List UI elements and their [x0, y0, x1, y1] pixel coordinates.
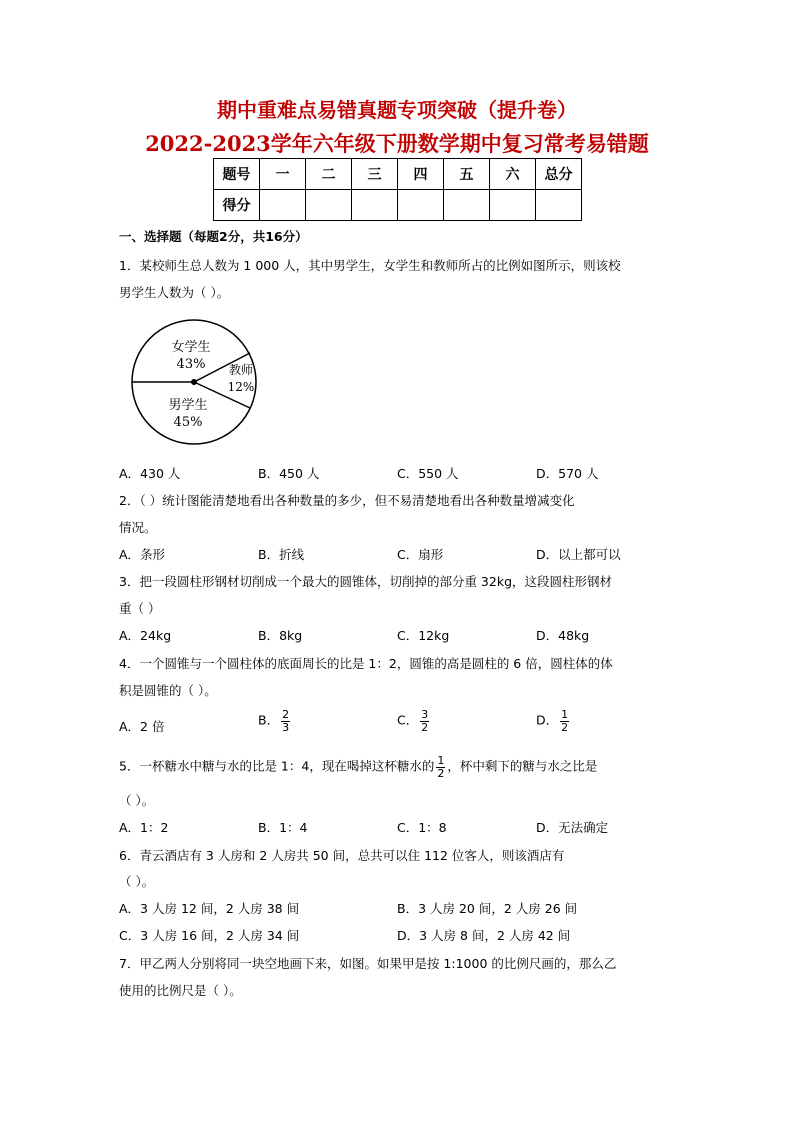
pie-pct-male: 45%: [173, 415, 203, 430]
q5-option-d[interactable]: D．无法确定: [536, 820, 609, 835]
score-header-cell: 一: [260, 159, 306, 190]
doc-subtitle: 2022-2023学年六年级下册数学期中复习常考易错题: [145, 131, 649, 156]
score-header-cell: 五: [444, 159, 490, 190]
score-header-cell: 三: [352, 159, 398, 190]
q6-option-c[interactable]: C．3 人房 16 间，2 人房 34 间: [119, 928, 300, 943]
q5-text-part: 5．一杯糖水中糖与水的比是 1：4，现在喝掉这杯糖水的: [119, 758, 435, 774]
fraction-numerator: 1: [437, 754, 445, 767]
score-cell[interactable]: [536, 190, 582, 221]
q2-option-b[interactable]: B．折线: [258, 547, 305, 562]
q1-text: 1．某校师生总人数为 1 000 人，其中男学生，女学生和教师所占的比例如图所示，则该校: [119, 258, 621, 273]
q5-text-cont: （ ）。: [119, 793, 155, 808]
pie-pct-female: 43%: [176, 357, 206, 372]
pie-center: [191, 379, 197, 385]
q5-option-a[interactable]: A．1：2: [119, 820, 169, 835]
q6-text-cont: （ ）。: [119, 874, 155, 889]
q4-option-a[interactable]: A．2 倍: [119, 719, 165, 734]
fraction-numerator: 1: [561, 708, 569, 721]
score-cell[interactable]: [398, 190, 444, 221]
q4-option-b[interactable]: [258, 709, 292, 733]
q4-text-cont: 积是圆锥的（ ）。: [119, 683, 217, 698]
q4-option-c[interactable]: [397, 709, 431, 733]
option-letter: D．: [536, 712, 559, 728]
doc-title: 期中重难点易错真题专项突破（提升卷）: [217, 98, 577, 122]
fraction: [436, 755, 445, 779]
fraction-denominator: 2: [421, 720, 429, 734]
score-table: [213, 158, 582, 221]
q5-option-c[interactable]: C．1：8: [397, 820, 447, 835]
q6-option-a[interactable]: A．3 人房 12 间，2 人房 38 间: [119, 901, 300, 916]
q7-text: 7．甲乙两人分别将同一块空地画下来，如图。如果甲是按 1:1000 的比例尺画的，那么乙: [119, 956, 617, 971]
q5-text: [119, 755, 597, 779]
q1-option-c[interactable]: C．550 人: [397, 466, 459, 481]
score-cell[interactable]: [306, 190, 352, 221]
score-header-cell: 二: [306, 159, 352, 190]
q2-option-d[interactable]: D．以上都可以: [536, 547, 621, 562]
q6-text: 6．青云酒店有 3 人房和 2 人房共 50 间，总共可以住 112 位客人，则该酒店有: [119, 848, 565, 863]
q3-text: 3．把一段圆柱形钢材切削成一个最大的圆锥体，切削掉的部分重 32kg，这段圆柱形钢材: [119, 574, 613, 589]
score-cell[interactable]: [490, 190, 536, 221]
fraction: [560, 709, 569, 733]
q2-text-cont: 情况。: [119, 520, 157, 535]
score-cell[interactable]: [352, 190, 398, 221]
fraction-denominator: 2: [437, 766, 445, 780]
q1-option-b[interactable]: B．450 人: [258, 466, 320, 481]
pie-pct-teacher: 12%: [227, 380, 255, 394]
score-table-score-row: [214, 190, 582, 221]
fraction-numerator: 3: [421, 708, 429, 721]
q3-text-cont: 重（ ）: [119, 601, 161, 616]
q2-option-a[interactable]: A．条形: [119, 547, 166, 562]
q4-text: 4．一个圆锥与一个圆柱体的底面周长的比是 1：2，圆锥的高是圆柱的 6 倍，圆柱体的体: [119, 656, 613, 671]
score-cell[interactable]: [260, 190, 306, 221]
option-letter: C．: [397, 712, 419, 728]
q2-option-c[interactable]: C．扇形: [397, 547, 444, 562]
section-heading: 一、选择题（每题2分，共16分）: [119, 229, 308, 244]
pie-label-teacher: 教师: [228, 363, 254, 377]
pie-chart: [128, 318, 264, 454]
q3-option-d[interactable]: D．48kg: [536, 628, 590, 643]
q6-option-b[interactable]: B．3 人房 20 间，2 人房 26 间: [397, 901, 578, 916]
fraction-denominator: 2: [561, 720, 569, 734]
q3-option-b[interactable]: B．8kg: [258, 628, 303, 643]
score-cell[interactable]: [444, 190, 490, 221]
pie-label-male: 男学生: [168, 398, 208, 413]
fraction-denominator: 3: [282, 720, 290, 734]
score-header-cell: 题号: [214, 159, 260, 190]
fraction: [420, 709, 429, 733]
q1-option-d[interactable]: D．570 人: [536, 466, 599, 481]
fraction: [281, 709, 290, 733]
pie-label-female: 女学生: [171, 340, 211, 355]
q5-option-b[interactable]: B．1：4: [258, 820, 308, 835]
q3-option-c[interactable]: C．12kg: [397, 628, 450, 643]
q4-option-d[interactable]: [536, 709, 571, 733]
score-row-label: 得分: [214, 190, 260, 221]
q5-text-part: ，杯中剩下的糖与水之比是: [447, 758, 598, 774]
score-header-cell: 四: [398, 159, 444, 190]
q3-option-a[interactable]: A．24kg: [119, 628, 172, 643]
option-letter: B．: [258, 712, 280, 728]
fraction-numerator: 2: [282, 708, 290, 721]
q1-text-cont: 男学生人数为（ ）。: [119, 285, 230, 300]
score-table-header-row: [214, 159, 582, 190]
score-header-cell: 六: [490, 159, 536, 190]
q1-option-a[interactable]: A．430 人: [119, 466, 181, 481]
q6-option-d[interactable]: D．3 人房 8 间，2 人房 42 间: [397, 928, 571, 943]
q2-text: 2．（ ）统计图能清楚地看出各种数量的多少，但不易清楚地看出各种数量增减变化: [119, 493, 575, 508]
score-header-cell: 总分: [536, 159, 582, 190]
q7-text-cont: 使用的比例尺是（ ）。: [119, 983, 242, 998]
